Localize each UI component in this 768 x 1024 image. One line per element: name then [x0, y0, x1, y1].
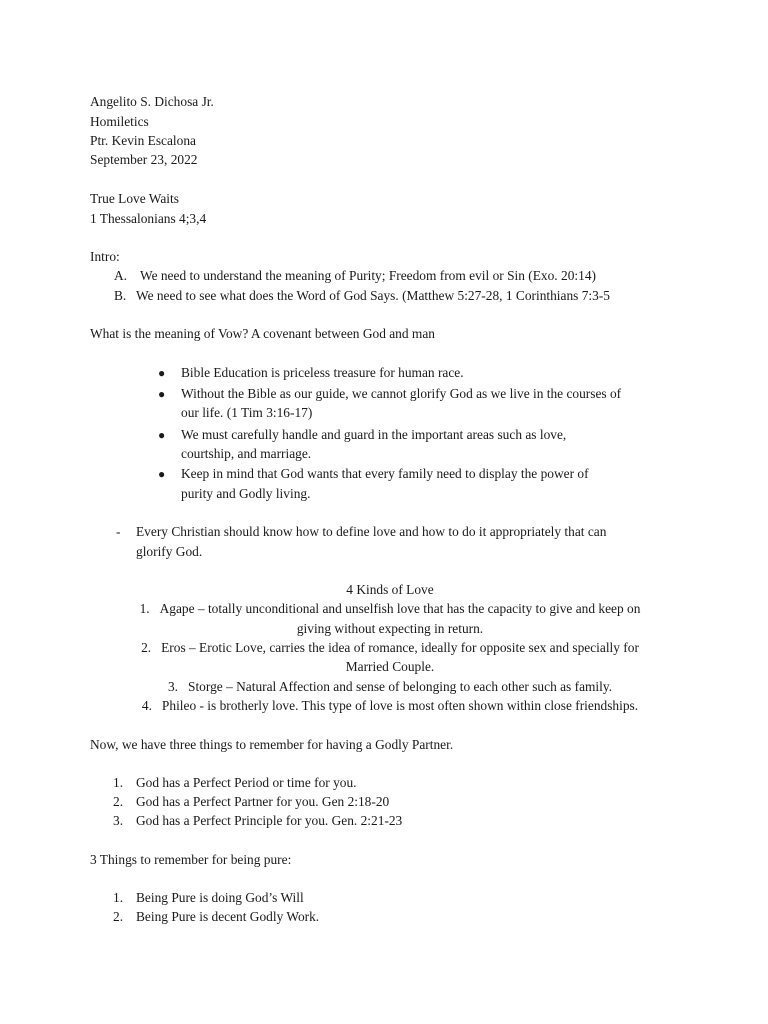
- bullet-text-continuation: courtship, and marriage.: [181, 446, 312, 461]
- partner-item-text: God has a Perfect Partner for you. Gen 2:18-20: [136, 794, 390, 809]
- love-item-continuation: giving without expecting in return.: [296, 621, 484, 636]
- intro-item-text: We need to see what does the Word of God Says. (Matthew 5:27-28, 1 Corinthians 7:3-5: [136, 288, 610, 303]
- love-item: [90, 697, 690, 715]
- love-item: [90, 639, 690, 657]
- partner-item-text: God has a Perfect Period or time for you.: [136, 775, 357, 790]
- date-line: September 23, 2022: [90, 152, 198, 167]
- partner-item-number: 2.: [113, 794, 124, 809]
- love-item-continuation: Married Couple.: [345, 659, 435, 674]
- love-item-text: Phileo - is brotherly love. This type of love is most often shown within close friendships.: [161, 698, 639, 713]
- pure-item-text: Being Pure is decent Godly Work.: [136, 909, 320, 924]
- intro-item-text: We need to understand the meaning of Purity; Freedom from evil or Sin (Exo. 20:14): [140, 268, 596, 283]
- bullet-text-continuation: our life. (1 Tim 3:16-17): [181, 405, 313, 420]
- dash-item-text-continuation: glorify God.: [136, 544, 203, 559]
- pure-item-number: 2.: [113, 909, 124, 924]
- bullet-text: Bible Education is priceless treasure for human race.: [181, 365, 464, 380]
- pure-item-text: Being Pure is doing God’s Will: [136, 890, 304, 905]
- partner-intro: Now, we have three things to remember for having a Godly Partner.: [90, 737, 454, 752]
- bullet-text: Without the Bible as our guide, we cannot glorify God as we live in the courses of: [181, 386, 622, 401]
- intro-item-marker: A.: [114, 268, 128, 283]
- bullet-icon: ●: [158, 428, 166, 442]
- intro-heading: Intro:: [90, 249, 120, 264]
- bullet-icon: ●: [158, 387, 166, 401]
- partner-item-text: God has a Perfect Principle for you. Gen. 2:21-23: [136, 813, 403, 828]
- bullet-text: Keep in mind that God wants that every family need to display the power of: [181, 466, 589, 481]
- love-item-text: Eros – Erotic Love, carries the idea of romance, ideally for opposite sex and specially for: [161, 640, 639, 655]
- kinds-of-love-heading: 4 Kinds of Love: [346, 582, 434, 597]
- love-item-number: 4.: [141, 698, 152, 713]
- dash-marker: -: [116, 524, 121, 539]
- pastor-line: Ptr. Kevin Escalona: [90, 133, 196, 148]
- pure-intro: 3 Things to remember for being pure:: [90, 852, 292, 867]
- partner-item-number: 3.: [113, 813, 124, 828]
- love-item-text: Storge – Natural Affection and sense of belonging to each other such as family.: [188, 679, 613, 694]
- pure-item-number: 1.: [113, 890, 124, 905]
- bullet-icon: ●: [158, 467, 166, 481]
- love-item: [90, 678, 690, 696]
- subject-line: Homiletics: [90, 114, 149, 129]
- bullet-icon: ●: [158, 366, 166, 380]
- sermon-title: True Love Waits: [90, 191, 179, 206]
- love-item: [90, 600, 690, 618]
- love-item-number: 2.: [141, 640, 152, 655]
- love-item-text: Agape – totally unconditional and unselfish love that has the capacity to give and keep on: [159, 601, 641, 616]
- dash-item-text: Every Christian should know how to define love and how to do it appropriately that can: [136, 524, 607, 539]
- intro-item-marker: B.: [114, 288, 127, 303]
- partner-item-number: 1.: [113, 775, 124, 790]
- vow-definition: What is the meaning of Vow? A covenant between God and man: [90, 326, 435, 341]
- bullet-text: We must carefully handle and guard in the important areas such as love,: [181, 427, 567, 442]
- bullet-text-continuation: purity and Godly living.: [181, 486, 311, 501]
- author-name: Angelito S. Dichosa Jr.: [90, 94, 214, 109]
- love-item-number: 1.: [139, 601, 150, 616]
- scripture-reference: 1 Thessalonians 4;3,4: [90, 211, 207, 226]
- love-item-number: 3.: [167, 679, 178, 694]
